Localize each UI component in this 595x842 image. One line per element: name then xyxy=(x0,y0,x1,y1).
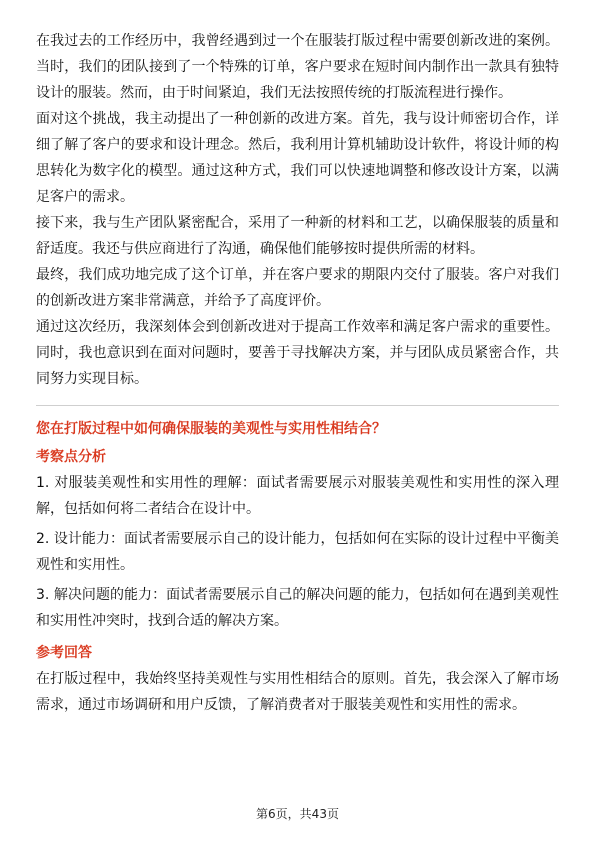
intro-paragraph-1: 在我过去的工作经历中，我曾经遇到过一个在服装打版过程中需要创新改进的案例。当时，我们的团队接到了一个特殊的订单，客户要求在短时间内制作出一款具有独特设计的服装。然而，由于时间紧迫，我们无法按照传统的打版流程进行操作。 xyxy=(36,33,559,101)
analysis-item-2: 2. 设计能力：面试者需要展示自己的设计能力，包括如何在实际的设计过程中平衡美观性和实用性。 xyxy=(36,531,559,573)
analysis-heading: 考察点分析 xyxy=(36,449,106,465)
intro-paragraph-2: 面对这个挑战，我主动提出了一种创新的改进方案。首先，我与设计师密切合作，详细了解了客户的要求和设计理念。然后，我利用计算机辅助设计软件，将设计师的构思转化为数字化的模型。通过这种方式，我们可以快速地调整和修改设计方案，以满足客户的需求。 xyxy=(36,111,559,205)
answer-heading: 参考回答 xyxy=(36,645,92,661)
analysis-item-3: 3. 解决问题的能力：面试者需要展示自己的解决问题的能力，包括如何在遇到美观性和实用性冲突时，找到合适的解决方案。 xyxy=(36,587,559,629)
interview-question: 您在打版过程中如何确保服装的美观性与实用性相结合？ xyxy=(36,421,386,437)
section-divider xyxy=(36,405,559,406)
intro-paragraph-5: 通过这次经历，我深刻体会到创新改进对于提高工作效率和满足客户需求的重要性。同时，我也意识到在面对问题时，要善于寻找解决方案，并与团队成员紧密合作，共同努力实现目标。 xyxy=(36,319,559,387)
intro-paragraph-3: 接下来，我与生产团队紧密配合，采用了一种新的材料和工艺，以确保服装的质量和舒适度。我还与供应商进行了沟通，确保他们能够按时提供所需的材料。 xyxy=(36,215,559,257)
intro-paragraph-4: 最终，我们成功地完成了这个订单，并在客户要求的期限内交付了服装。客户对我们的创新改进方案非常满意，并给予了高度评价。 xyxy=(36,267,559,309)
page-footer: 第6页，共43页 xyxy=(256,807,339,821)
analysis-item-1: 1. 对服装美观性和实用性的理解：面试者需要展示对服装美观性和实用性的深入理解，包括如何将二者结合在设计中。 xyxy=(36,475,559,517)
answer-paragraph: 在打版过程中，我始终坚持美观性与实用性相结合的原则。首先，我会深入了解市场需求，通过市场调研和用户反馈，了解消费者对于服装美观性和实用性的需求。 xyxy=(36,671,559,713)
